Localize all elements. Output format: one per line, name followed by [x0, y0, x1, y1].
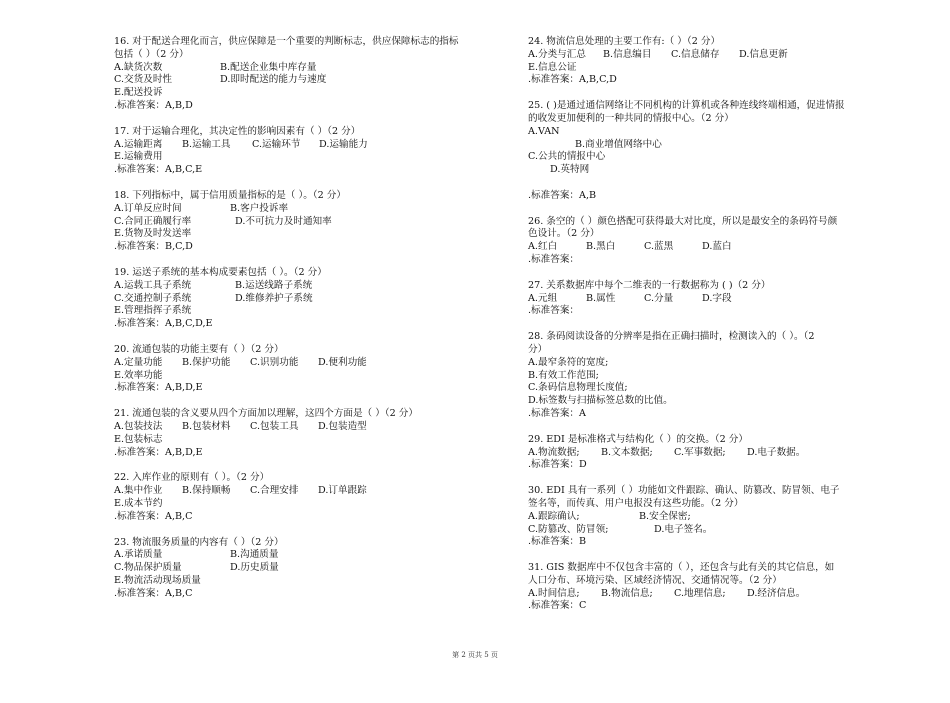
option-row: [114, 87, 504, 100]
option-item: B.运送线路子系统: [235, 279, 313, 291]
option-row: [528, 151, 873, 164]
option-item: C.交通控制子系统: [114, 292, 192, 304]
option-row: [114, 370, 504, 383]
left-question-column: [114, 36, 504, 613]
question-block: [114, 267, 504, 331]
option-item: D.订单跟踪: [318, 485, 367, 497]
option-item: B.客户投诉率: [230, 202, 289, 214]
option-item: A.时间信息;: [528, 587, 580, 599]
page-footer: 第 2 页共 5 页: [452, 651, 498, 659]
option-row: [528, 62, 873, 75]
question-stem-line: 16. 对于配送合理化而言，供应保障是一个重要的判断标志，供应保障标志的指标: [114, 36, 459, 47]
option-item: C.蓝黑: [644, 241, 674, 253]
standard-answer: .标准答案：A,B,C,D,E: [114, 318, 213, 330]
question-stem-line: 人口分布、环境污染、区域经济情况、交通情况等。（2 分）: [528, 574, 782, 586]
standard-answer: .标准答案：A,B,C,E: [114, 164, 203, 176]
option-row: [528, 126, 873, 139]
option-item: B.有效工作范围;: [528, 369, 599, 381]
question-block: [528, 331, 873, 421]
question-stem-line: 分）: [528, 343, 548, 355]
standard-answer: .标准答案：: [528, 253, 580, 265]
question-block: [528, 434, 873, 472]
question-stem-line: 25. ( )是通过通信网络让不同机构的计算机或各种连线终端相通，促进情报: [528, 100, 845, 112]
option-row: [528, 395, 873, 408]
option-item: D.字段: [702, 292, 732, 304]
option-item: D.运输能力: [319, 138, 368, 150]
option-row: [114, 203, 504, 216]
option-item: C.防篡改、防冒领;: [528, 523, 609, 535]
option-item: B.包装材料: [182, 420, 231, 432]
option-row: [114, 151, 504, 164]
option-row: [114, 485, 504, 498]
option-item: D.便利功能: [318, 356, 367, 368]
option-row: [114, 575, 504, 588]
option-row: [114, 216, 504, 229]
question-block: [114, 408, 504, 459]
question-block: [528, 280, 873, 318]
question-block: [114, 344, 504, 395]
option-item: C.合理安排: [250, 485, 299, 497]
option-item: A.承诺质量: [114, 549, 163, 561]
question-block: [114, 190, 504, 254]
option-item: A.跟踪确认;: [528, 510, 580, 522]
option-row: [528, 49, 873, 62]
option-item: A.最窄条符的宽度;: [528, 356, 609, 368]
option-item: B.信息编目: [603, 48, 652, 60]
option-item: B.运输工具: [182, 138, 231, 150]
question-stem-line: 19. 运送子系统的基本构成要素包括（ ）。（2 分）: [114, 266, 327, 278]
option-row: [114, 421, 504, 434]
question-block: [114, 126, 504, 177]
question-block: [114, 537, 504, 601]
option-item: C.军事数据;: [674, 446, 726, 458]
option-item: D.蓝白: [702, 241, 732, 253]
option-row: [528, 357, 873, 370]
option-item: C.合同正确履行率: [114, 215, 192, 227]
option-item: E.包装标志: [114, 433, 163, 445]
option-item: A.缺货次数: [114, 61, 163, 73]
option-item: E.管理指挥子系统: [114, 305, 192, 317]
question-stem-line: 26. 条空的（ ）颜色搭配可获得最大对比度，所以是最安全的条码符号颜: [528, 215, 838, 227]
standard-answer: .标准答案：A,B,C: [114, 587, 193, 599]
option-item: A.集中作业: [114, 485, 163, 497]
option-item: A.运输距离: [114, 138, 163, 150]
option-item: A.分类与汇总: [528, 48, 586, 60]
question-stem-line: 17. 对于运输合理化，其决定性的影响因素有（ ）（2 分）: [114, 125, 361, 137]
standard-answer: .标准答案：B: [528, 536, 587, 548]
option-item: B.黑白: [586, 241, 616, 253]
option-item: D.不可抗力及时通知率: [235, 215, 332, 227]
option-item: A.红白: [528, 241, 558, 253]
question-stem-line: 22. 入库作业的原则有（ ）。（2 分）: [114, 472, 270, 484]
option-row: [528, 241, 873, 254]
option-item: B.属性: [586, 292, 616, 304]
question-stem-line: 色设计。（2 分）: [528, 228, 600, 240]
option-item: D.电子签名。: [654, 523, 713, 535]
option-item: C.地理信息;: [674, 587, 726, 599]
option-row: [528, 447, 873, 460]
standard-answer: .标准答案：A,B: [528, 189, 597, 201]
question-stem-line: 27. 关系数据库中每个二维表的一行数据称为 ( )（2 分）: [528, 279, 771, 291]
question-stem-line: 21. 流通包装的含义要从四个方面加以理解，这四个方面是（ ）（2 分）: [114, 408, 418, 420]
standard-answer: .标准答案：A,B,D,E: [114, 446, 203, 458]
option-item: E.物流活动现场质量: [114, 574, 201, 586]
option-item: B.配送企业集中库存量: [220, 61, 317, 73]
question-stem-line: 的收发更加便利的一种共同的情报中心。（2 分）: [528, 112, 734, 124]
option-item: C.信息储存: [671, 48, 720, 60]
question-stem-line: 包括（ ）（2 分）: [114, 48, 189, 60]
option-item: D.即时配送的能力与速度: [220, 74, 327, 86]
question-stem-line: 31. GIS 数据库中不仅包含丰富的（ ），还包含与此有关的其它信息，如: [528, 562, 835, 574]
option-item: A.订单反应时间: [114, 202, 182, 214]
option-item: C.条码信息物理长度值;: [528, 382, 628, 394]
option-item: E.配送投诉: [114, 87, 163, 99]
option-item: E.信息公证: [528, 61, 577, 73]
question-block: [114, 472, 504, 523]
option-item: B.保持顺畅: [182, 485, 231, 497]
question-stem-line: 30. EDI 具有一系列（ ）功能如文件跟踪、确认、防篡改、防冒领、电子: [528, 485, 840, 497]
option-item: C.包装工具: [250, 420, 299, 432]
option-row: [528, 588, 873, 601]
question-stem-line: 23. 物流服务质量的内容有（ ）（2 分）: [114, 536, 284, 548]
question-block: [528, 100, 873, 202]
option-item: D.历史质量: [230, 562, 279, 574]
question-stem-line: 20. 流通包装的功能主要有（ ）（2 分）: [114, 343, 284, 355]
standard-answer: .标准答案：D: [528, 459, 587, 471]
question-block: [528, 562, 873, 613]
option-item: E.效率功能: [114, 369, 163, 381]
option-item: D.电子数据。: [747, 446, 806, 458]
question-stem-line: 29. EDI 是标准格式与结构化（ ）的交换。（2 分）: [528, 433, 748, 445]
option-item: B.商业增值网络中心: [575, 138, 662, 150]
question-block: [114, 36, 504, 113]
question-stem-line: 签名等，而传真、用户电报没有这些功能。（2 分）: [528, 497, 744, 509]
standard-answer: .标准答案：A: [528, 407, 586, 419]
option-row: [528, 293, 873, 306]
standard-answer: .标准答案：A,B,D,E: [114, 382, 203, 394]
option-row: [114, 357, 504, 370]
option-item: D.标签数与扫描标签总数的比值。: [528, 395, 673, 407]
option-item: A.包装技法: [114, 420, 163, 432]
option-row: [114, 280, 504, 293]
option-row: [114, 139, 504, 152]
standard-answer: .标准答案：: [528, 305, 580, 317]
standard-answer: .标准答案：C: [528, 600, 587, 612]
option-row: [114, 293, 504, 306]
question-block: [528, 216, 873, 267]
option-item: B.文本数据;: [601, 446, 653, 458]
option-item: A.VAN: [528, 125, 560, 137]
option-item: A.定量功能: [114, 356, 163, 368]
option-item: C.分量: [644, 292, 674, 304]
option-row: [528, 164, 873, 177]
option-row: [114, 498, 504, 511]
option-item: E.运输费用: [114, 151, 163, 163]
option-row: [114, 562, 504, 575]
option-row: [114, 305, 504, 318]
option-row: [528, 382, 873, 395]
question-stem-line: 28. 条码阅读设备的分辨率是指在正确扫描时，检测读入的（ ）。（2: [528, 331, 815, 343]
option-row: [528, 511, 873, 524]
question-block: [528, 485, 873, 549]
question-block: [528, 36, 873, 87]
option-row: [114, 228, 504, 241]
option-item: C.物品保护质量: [114, 562, 182, 574]
option-item: C.交货及时性: [114, 74, 173, 86]
option-item: D.维修养护子系统: [235, 292, 313, 304]
option-item: B.保护功能: [182, 356, 231, 368]
option-item: C.识别功能: [250, 356, 299, 368]
question-stem-line: 24. 物流信息处理的主要工作有:（ ）（2 分）: [528, 36, 721, 47]
option-item: D.英特网: [550, 164, 590, 176]
option-item: B.物流信息;: [601, 587, 653, 599]
option-item: E.货物及时发送率: [114, 228, 192, 240]
option-item: D.信息更新: [739, 48, 788, 60]
option-item: C.公共的情报中心: [528, 151, 606, 163]
option-item: E.成本节约: [114, 497, 163, 509]
option-row: [528, 524, 873, 537]
option-item: B.沟通质量: [230, 549, 279, 561]
standard-answer: .标准答案：A,B,C,D: [528, 74, 617, 86]
option-item: C.运输环节: [252, 138, 301, 150]
option-row: [114, 62, 504, 75]
standard-answer: .标准答案：A,B,C: [114, 510, 193, 522]
option-item: D.经济信息。: [747, 587, 806, 599]
option-item: B.安全保密;: [639, 510, 691, 522]
option-row: [114, 434, 504, 447]
right-question-column: [528, 36, 873, 626]
option-row: [528, 370, 873, 383]
option-row: [528, 177, 873, 190]
option-item: D.包装造型: [318, 420, 367, 432]
option-row: [528, 139, 873, 152]
option-item: A.元组: [528, 292, 558, 304]
standard-answer: .标准答案：A,B,D: [114, 99, 193, 111]
standard-answer: .标准答案：B,C,D: [114, 241, 193, 253]
option-row: [114, 549, 504, 562]
option-item: A.运载工具子系统: [114, 279, 192, 291]
option-item: A.物流数据;: [528, 446, 580, 458]
question-stem-line: 18. 下列指标中，属于信用质量指标的是（ ）。（2 分）: [114, 189, 346, 201]
option-row: [114, 74, 504, 87]
